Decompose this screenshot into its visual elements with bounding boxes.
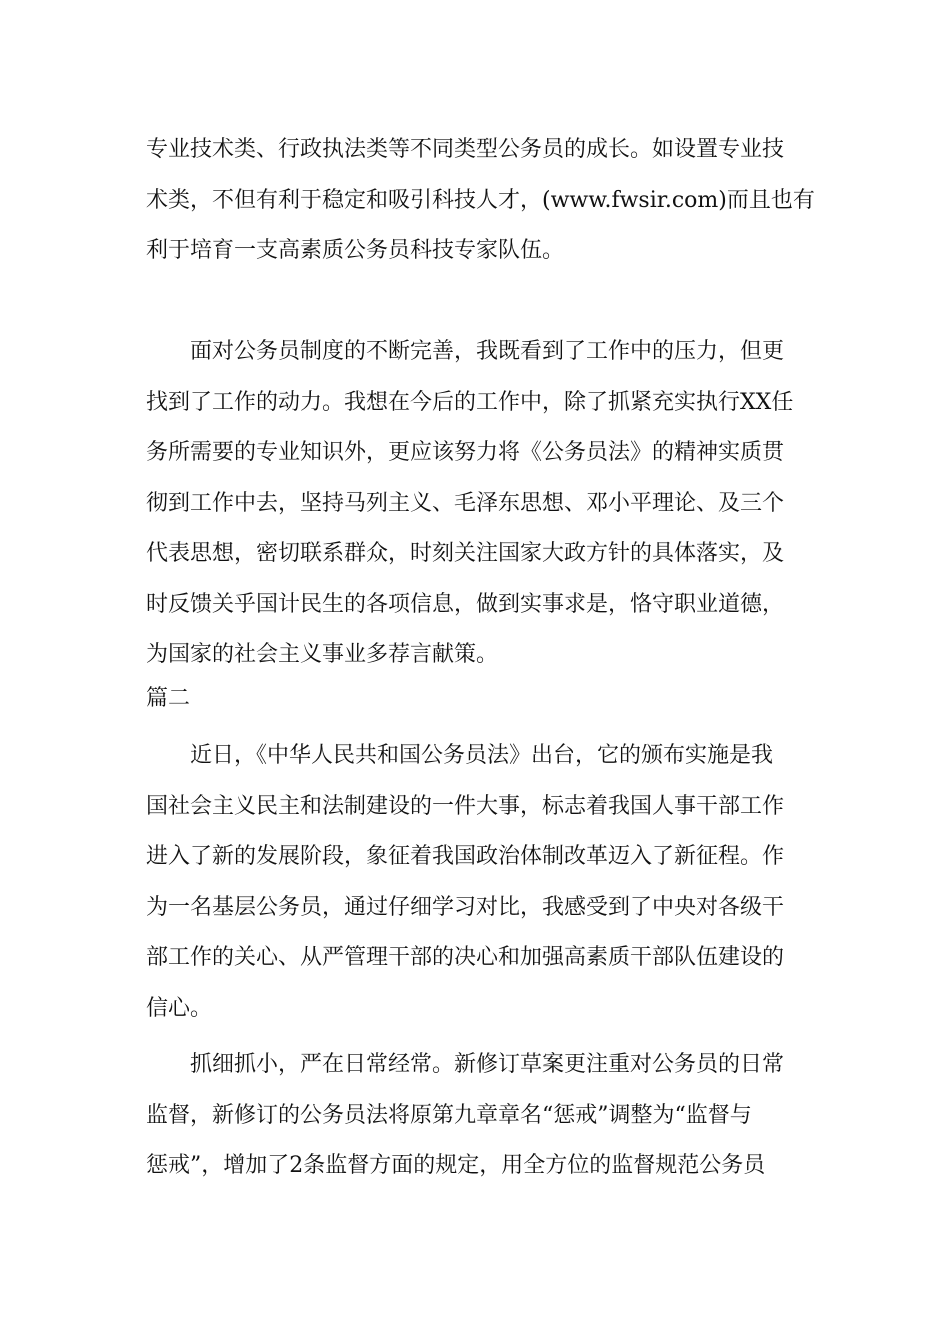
paragraph-2-line-5: 代表思想，密切联系群众，时刻关注国家大政方针的具体落实，及 [146,541,785,566]
paragraph-2-line-2: 找到了工作的动力。我想在今后的工作中，除了抓紧充实执行XX任 [146,390,794,415]
paragraph-2-line-6: 时反馈关乎国计民生的各项信息，做到实事求是，恪守职业道德， [146,592,785,617]
paragraph-3-line-3: 进入了新的发展阶段，象征着我国政治体制改革迈入了新征程。作 [146,844,785,869]
paragraph-4-line-1: 抓细抓小，严在日常经常。新修订草案更注重对公务员的日常 [146,1052,785,1077]
paragraph-2-line-1: 面对公务员制度的不断完善，我既看到了工作中的压力，但更 [146,339,785,364]
paragraph-3-line-2: 国社会主义民主和法制建设的一件大事，标志着我国人事干部工作 [146,794,785,819]
section-heading: 篇二 [146,686,191,711]
paragraph-3-line-1: 近日，《中华人民共和国公务员法》出台，它的颁布实施是我 [146,743,774,768]
paragraph-4-line-3: 惩戒”，增加了2条监督方面的规定，用全方位的监督规范公务员 [146,1153,766,1178]
paragraph-3-line-4: 为一名基层公务员，通过仔细学习对比，我感受到了中央对各级干 [146,895,785,920]
paragraph-2-line-4: 彻到工作中去，坚持马列主义、毛泽东思想、邓小平理论、及三个 [146,491,785,516]
paragraph-2-line-3: 务所需要的专业知识外，更应该努力将《公务员法》的精神实质贯 [146,440,785,465]
paragraph-1-line-1: 专业技术类、行政执法类等不同类型公务员的成长。如设置专业技 [146,137,785,162]
paragraph-1-line-3: 利于培育一支高素质公务员科技专家队伍。 [146,238,565,263]
paragraph-3-line-5: 部工作的关心、从严管理干部的决心和加强高素质干部队伍建设的 [146,945,785,970]
paragraph-2-line-7: 为国家的社会主义事业多荐言献策。 [146,642,499,667]
paragraph-3-line-6: 信心。 [146,996,213,1021]
paragraph-1-line-2: 术类，不但有利于稳定和吸引科技人才，(www.fwsir.com)而且也有 [146,188,815,213]
paragraph-4-line-2: 监督，新修订的公务员法将原第九章章名“惩戒”调整为“监督与 [146,1103,752,1128]
